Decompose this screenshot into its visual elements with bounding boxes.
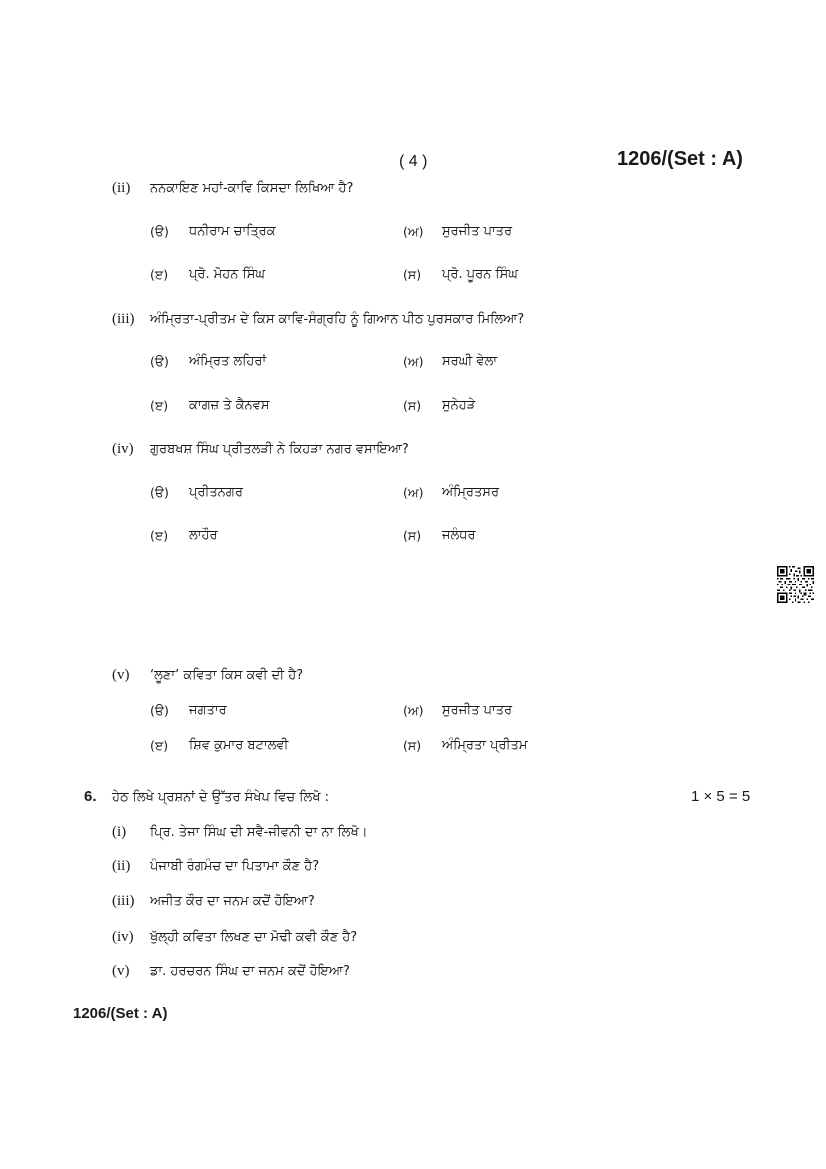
- option-label: (ੳ): [150, 354, 169, 369]
- question-number: (v): [112, 963, 130, 979]
- option-label: (ੲ): [150, 528, 169, 543]
- question-text: ਖੁੱਲ੍ਹੀ ਕਵਿਤਾ ਲਿਖਣ ਦਾ ਮੋਢੀ ਕਵੀ ਕੌਣ ਹੈ?: [150, 930, 358, 945]
- question-number: (ii): [112, 180, 131, 196]
- question-number: (iv): [112, 441, 134, 457]
- question-number: (v): [112, 667, 130, 683]
- option-label: (ਅ): [403, 354, 424, 369]
- option-label: (ੳ): [150, 703, 169, 718]
- option-label: (ਸ): [403, 267, 422, 282]
- option-label: (ੲ): [150, 738, 169, 753]
- paper-code-header: 1206/(Set : A): [617, 148, 743, 170]
- option-label: (ਸ): [403, 398, 422, 413]
- paper-code-footer: 1206/(Set : A): [73, 1005, 168, 1022]
- question-number: (ii): [112, 858, 131, 874]
- question-text: ‘ਲੂਣਾ’ ਕਵਿਤਾ ਕਿਸ ਕਵੀ ਦੀ ਹੈ?: [150, 668, 304, 683]
- option-label: (ਅ): [403, 485, 424, 500]
- question-number: (iii): [112, 893, 135, 909]
- question-number: (iv): [112, 929, 134, 945]
- option-text: ਸੁਰਜੀਤ ਪਾਤਰ: [442, 703, 513, 718]
- question-6-marks: 1 × 5 = 5: [691, 788, 751, 805]
- option-text: ਜਲੰਧਰ: [442, 528, 476, 543]
- question-text: ਪ੍ਰਿ. ਤੇਜਾ ਸਿੰਘ ਦੀ ਸਵੈ-ਜੀਵਨੀ ਦਾ ਨਾ ਲਿਖੋ।: [150, 825, 368, 840]
- option-text: ਅੰਮ੍ਰਿਤ ਲਹਿਰਾਂ: [189, 354, 267, 369]
- option-text: ਪ੍ਰੀਤਨਗਰ: [189, 485, 243, 500]
- option-text: ਪ੍ਰੋ. ਪੂਰਨ ਸਿੰਘ: [442, 267, 518, 282]
- option-text: ਲਾਹੌਰ: [189, 528, 218, 543]
- question-number: (i): [112, 824, 127, 840]
- question-text: ਡਾ. ਹਰਚਰਨ ਸਿੰਘ ਦਾ ਜਨਮ ਕਦੋਂ ਹੋਇਆ?: [150, 964, 350, 979]
- option-label: (ੳ): [150, 485, 169, 500]
- option-text: ਪ੍ਰੋ. ਮੋਹਨ ਸਿੰਘ: [189, 267, 266, 282]
- option-label: (ੲ): [150, 398, 169, 413]
- option-text: ਜਗਤਾਰ: [189, 703, 227, 718]
- option-label: (ੳ): [150, 224, 169, 239]
- option-text: ਅੰਮ੍ਰਿਤਸਰ: [442, 485, 500, 500]
- question-text: ਅੰਮ੍ਰਿਤਾ-ਪ੍ਰੀਤਮ ਦੇ ਕਿਸ ਕਾਵਿ-ਸੰਗ੍ਰਹਿ ਨੂੰ ਗਿਆਨ ਪੀਠ ਪੁਰਸਕਾਰ ਮਿਲਿਆ?: [150, 312, 525, 327]
- question-6-instruction: ਹੇਠ ਲਿਖੇ ਪ੍ਰਸ਼ਨਾਂ ਦੇ ਉੱਤਰ ਸੰਖੇਪ ਵਿਚ ਲਿਖੋ :: [112, 790, 329, 805]
- page-number: ( 4 ): [399, 153, 428, 170]
- question-number: (iii): [112, 311, 135, 327]
- option-label: (ਸ): [403, 528, 422, 543]
- option-text: ਸਰਘੀ ਵੇਲਾ: [442, 354, 498, 369]
- question-text: ਨਨਕਾਇਣ ਮਹਾਂ-ਕਾਵਿ ਕਿਸਦਾ ਲਿਖਿਆ ਹੈ?: [150, 181, 354, 196]
- question-text: ਅਜੀਤ ਕੌਰ ਦਾ ਜਨਮ ਕਦੋਂ ਹੋਇਆ?: [150, 894, 315, 909]
- qr-code-icon: [777, 566, 814, 603]
- option-text: ਧਨੀਰਾਮ ਚਾਤ੍ਰਿਕ: [189, 224, 276, 239]
- question-text: ਗੁਰਬਖਸ਼ ਸਿੰਘ ਪ੍ਰੀਤਲੜੀ ਨੇ ਕਿਹੜਾ ਨਗਰ ਵਸਾਇਆ?: [150, 442, 409, 457]
- option-label: (ੲ): [150, 267, 169, 282]
- option-text: ਸ਼ਿਵ ਕੁਮਾਰ ਬਟਾਲਵੀ: [189, 738, 289, 753]
- option-label: (ਸ): [403, 738, 422, 753]
- option-text: ਸੁਨੇਹੜੇ: [442, 398, 476, 413]
- option-label: (ਅ): [403, 703, 424, 718]
- option-text: ਸੁਰਜੀਤ ਪਾਤਰ: [442, 224, 513, 239]
- question-6-number: 6.: [84, 788, 97, 805]
- option-label: (ਅ): [403, 224, 424, 239]
- option-text: ਅੰਮ੍ਰਿਤਾ ਪ੍ਰੀਤਮ: [442, 738, 528, 753]
- option-text: ਕਾਗਜ਼ ਤੇ ਕੈਨਵਸ: [189, 398, 270, 413]
- question-text: ਪੰਜਾਬੀ ਰੰਗਮੰਚ ਦਾ ਪਿਤਾਮਾ ਕੌਣ ਹੈ?: [150, 859, 320, 874]
